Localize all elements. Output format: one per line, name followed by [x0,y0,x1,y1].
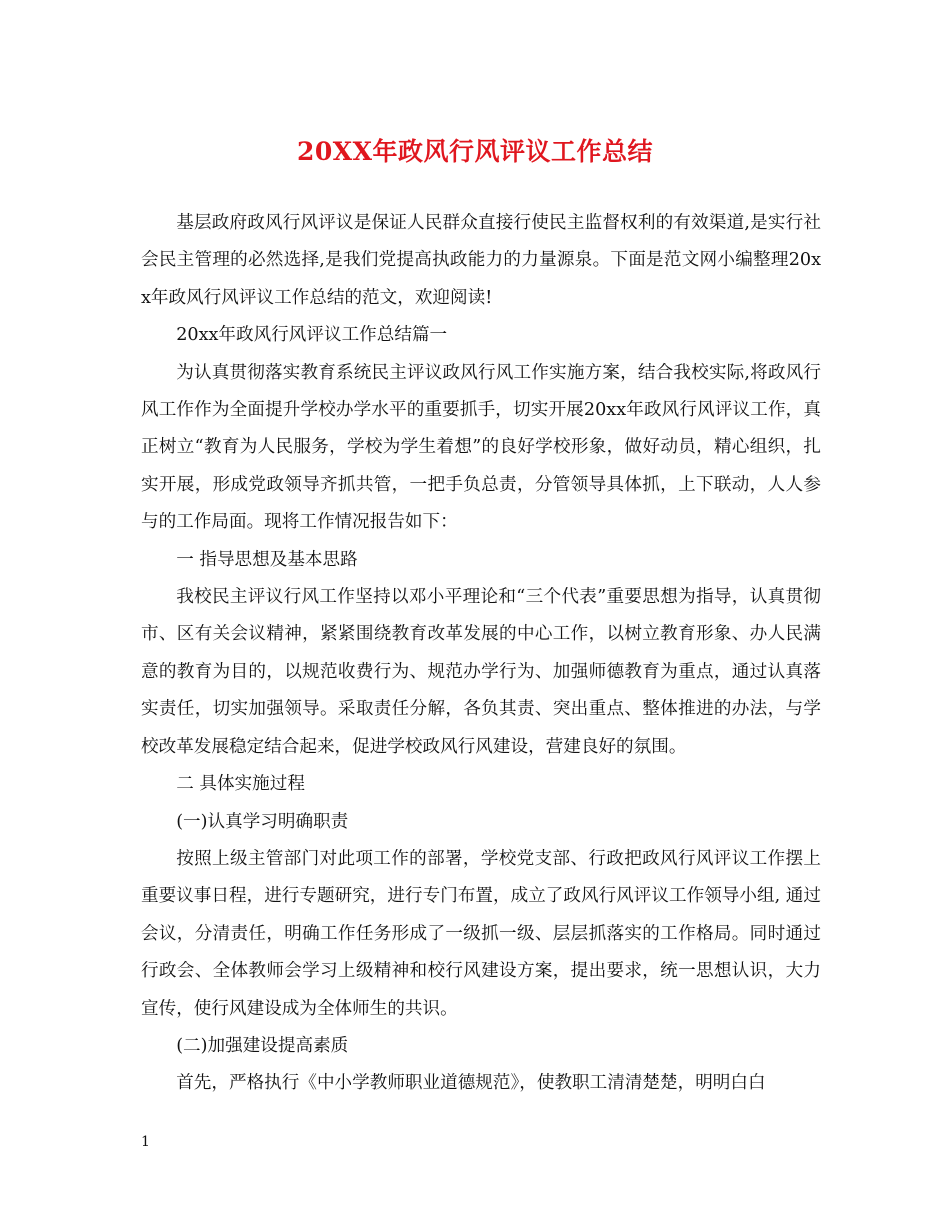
subsection-heading-study: (一)认真学习明确职责 [176,811,349,832]
section-heading-implementation: 二 具体实施过程 [176,774,305,795]
page-number: 1 [141,1134,150,1150]
subsection-heading-quality: (二)加强建设提高素质 [176,1035,349,1056]
section-heading-part-one: 20xx年政风行风评议工作总结篇一 [176,325,448,346]
intro-paragraph: 基层政府政风行风评议是保证人民群众直接行使民主监督权利的有效渠道,是实行社会民主管理的必然选择,是我们党提高执政能力的力量源泉。下面是范文网小编整理20xx年政风行风评议工作总结的范文，欢迎阅读! [141,213,821,308]
body-paragraph: 首先，严格执行《中小学教师职业道德规范》，使教职工清清楚楚，明明白白 [176,1073,766,1094]
document-title: 20XX年政风行风评议工作总结 [296,137,654,166]
body-paragraph: 我校民主评议行风工作坚持以邓小平理论和“三个代表”重要思想为指导，认真贯彻市、区有关会议精神，紧紧围绕教育改革发展的中心工作，以树立教育形象、办人民满意的教育为目的，以规范收费行为、规范办学行为、加强师德教育为重点，通过认真落实责任，切实加强领导。采取责任分解，各负其责、突出重点、整体推进的办法，与学校改革发展稳定结合起来，促进学校政风行风建设，营建良好的氛围。 [141,587,821,757]
body-paragraph: 按照上级主管部门对此项工作的部署，学校党支部、行政把政风行风评议工作摆上重要议事日程，进行专题研究，进行专门布置，成立了政风行风评议工作领导小组, 通过会议，分清责任，明确工作任务形成了一级抓一级、层层抓落实的工作格局。同时通过行政会、全体教师会学习上级精神和校行风建设方案，提出要求，统一思想认识，大力宣传，使行风建设成为全体师生的共识。 [141,848,821,1019]
body-paragraph: 为认真贯彻落实教育系统民主评议政风行风工作实施方案，结合我校实际,将政风行风工作作为全面提升学校办学水平的重要抓手，切实开展20xx年政风行风评议工作，真正树立“教育为人民服务，学校为学生着想”的良好学校形象，做好动员，精心组织，扎实开展，形成党政领导齐抓共管，一把手负总责，分管领导具体抓，上下联动，人人参与的工作局面。现将工作情况报告如下： [141,362,821,533]
document-body [141,205,821,1103]
section-heading-guiding-ideas: 一 指导思想及基本思路 [176,549,358,570]
